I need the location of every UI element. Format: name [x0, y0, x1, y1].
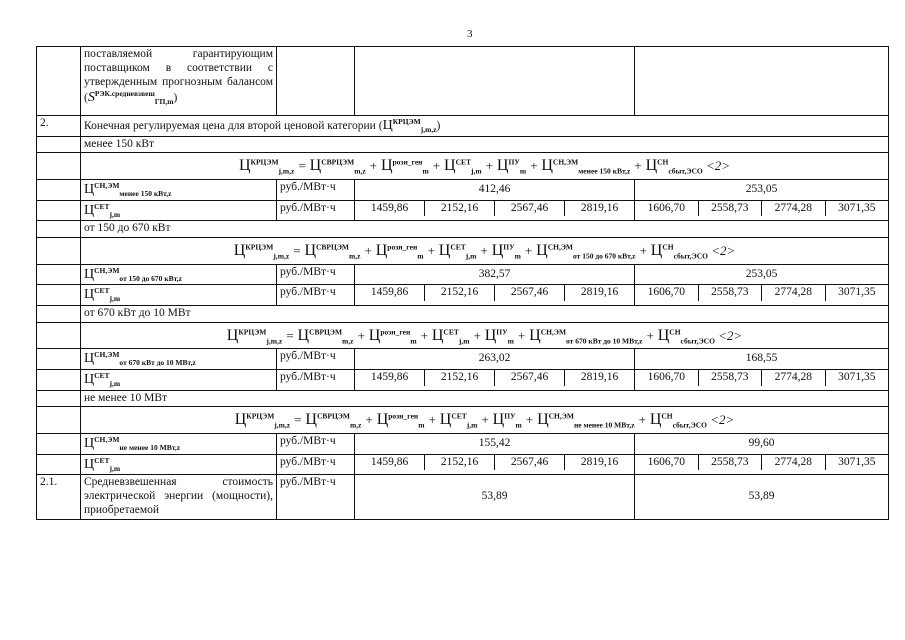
sn-symbol: $Ц^{СН,ЭМ}_{от 670 кВт до 10 МВт,z}$	[81, 349, 277, 370]
section-heading: не менее 10 МВт	[81, 390, 889, 407]
set-symbol: $Ц^{СЕТ}_{j,m}$	[81, 285, 277, 306]
set-value: 1606,70	[647, 370, 685, 383]
sn-value: 99,60	[635, 433, 889, 454]
unit-label: руб./МВт·ч	[277, 475, 355, 519]
set-value: 2774,28	[761, 285, 825, 301]
table-row	[37, 369, 889, 390]
set-value: 2567,46	[494, 455, 564, 471]
set-value: 1459,86	[370, 455, 409, 468]
set-values-group	[635, 454, 889, 475]
sn-value: 168,55	[635, 349, 889, 370]
set-value: 2819,16	[564, 455, 634, 471]
set-symbol: $Ц^{СЕТ}_{j,m}$	[81, 200, 277, 221]
set-value: 2152,16	[424, 455, 494, 471]
unit-label: руб./МВт·ч	[277, 433, 355, 454]
set-value: 2819,16	[564, 370, 634, 386]
row-description: Средневзвешенная стоимость электрической энергии (мощности), приобретаемой	[81, 475, 277, 519]
set-values-group	[355, 454, 635, 475]
table-row	[37, 349, 889, 370]
set-value: 2152,16	[424, 201, 494, 217]
price-formula: $Ц^{КРЦЭМ}_{j,m,z} = Ц^{СВРЦЭМ}_{m,z} + Ц^{розн\_ген}_m + Ц^{СЕТ}_{j,m} + Ц^{ПУ}_m + Ц^{СН,ЭМ}_{менее 150 кВт,z} + Ц^{СН}_{сбыт,ЭСО} <2>$	[81, 153, 889, 180]
set-value: 1459,86	[370, 201, 409, 214]
price-formula: $Ц^{КРЦЭМ}_{j,m,z} = Ц^{СВРЦЭМ}_{m,z} + Ц^{розн\_ген}_m + Ц^{СЕТ}_{j,m} + Ц^{ПУ}_m + Ц^{СН,ЭМ}_{не менее 10 МВт,z} + Ц^{СН}_{сбыт,ЭСО} <2>$	[81, 407, 889, 434]
set-value: 2819,16	[564, 285, 634, 301]
unit-label: руб./МВт·ч	[277, 369, 355, 390]
page-number: 3	[467, 28, 473, 40]
sn-value: 253,05	[635, 180, 889, 201]
table-row	[37, 264, 889, 285]
set-value: 2152,16	[424, 285, 494, 301]
set-value: 2774,28	[761, 455, 825, 471]
set-values-group	[355, 285, 635, 306]
sn-value: 382,57	[355, 264, 635, 285]
table-row	[37, 475, 889, 519]
set-value: 3071,35	[825, 201, 889, 217]
section-heading: менее 150 кВт	[81, 136, 889, 153]
table-row	[37, 305, 889, 322]
sn-value: 263,02	[355, 349, 635, 370]
set-symbol: $Ц^{СЕТ}_{j,m}$	[81, 369, 277, 390]
table-row	[37, 238, 889, 265]
set-symbol: $Ц^{СЕТ}_{j,m}$	[81, 454, 277, 475]
set-value: 2567,46	[494, 370, 564, 386]
set-value: 2558,73	[698, 285, 762, 301]
set-value: 2819,16	[564, 201, 634, 217]
set-value: 1459,86	[370, 286, 409, 299]
row-description: поставляемой гарантирующим поставщиком в соответствии с утвержденным прогнозным балансом $(S^{РЭК.средневзвеш}_{ГП,m})$	[81, 47, 277, 116]
set-value: 1606,70	[647, 455, 685, 468]
table-row	[37, 136, 889, 153]
sn-value: 253,05	[635, 264, 889, 285]
section-heading: от 150 до 670 кВт	[81, 221, 889, 238]
set-value: 2558,73	[698, 370, 762, 386]
table-row	[37, 153, 889, 180]
table-row	[37, 200, 889, 221]
sn-value: 412,46	[355, 180, 635, 201]
table-row	[37, 390, 889, 407]
unit-label: руб./МВт·ч	[277, 264, 355, 285]
set-values-group	[635, 285, 889, 306]
set-values-group	[355, 200, 635, 221]
set-value: 2567,46	[494, 201, 564, 217]
set-value: 1606,70	[647, 201, 685, 214]
section-heading: от 670 кВт до 10 МВт	[81, 305, 889, 322]
set-value: 3071,35	[825, 285, 889, 301]
set-value: 2152,16	[424, 370, 494, 386]
sn-symbol: $Ц^{СН,ЭМ}_{не менее 10 МВт,z}$	[81, 433, 277, 454]
table-row	[37, 407, 889, 434]
table-row	[37, 322, 889, 349]
table-row	[37, 221, 889, 238]
unit-label: руб./МВт·ч	[277, 349, 355, 370]
table-row	[37, 47, 889, 116]
unit-label: руб./МВт·ч	[277, 180, 355, 201]
unit-label: руб./МВт·ч	[277, 285, 355, 306]
sn-symbol: $Ц^{СН,ЭМ}_{менее 150 кВт,z}$	[81, 180, 277, 201]
set-value: 2558,73	[698, 201, 762, 217]
unit-label: руб./МВт·ч	[277, 200, 355, 221]
table-row	[37, 285, 889, 306]
set-values-group	[635, 369, 889, 390]
price-formula: $Ц^{КРЦЭМ}_{j,m,z} = Ц^{СВРЦЭМ}_{m,z} + Ц^{розн\_ген}_m + Ц^{СЕТ}_{j,m} + Ц^{ПУ}_m + Ц^{СН,ЭМ}_{от 670 кВт до 10 МВт,z} + Ц^{СН}_{сбыт,ЭСО} <2>$	[81, 322, 889, 349]
sn-value: 155,42	[355, 433, 635, 454]
price-formula: $Ц^{КРЦЭМ}_{j,m,z} = Ц^{СВРЦЭМ}_{m,z} + Ц^{розн\_ген}_m + Ц^{СЕТ}_{j,m} + Ц^{ПУ}_m + Ц^{СН,ЭМ}_{от 150 до 670 кВт,z} + Ц^{СН}_{сбыт,ЭСО} <2>$	[81, 238, 889, 265]
row-number: 2.1.	[37, 475, 81, 519]
set-value: 2567,46	[494, 285, 564, 301]
set-value: 2558,73	[698, 455, 762, 471]
unit-label: руб./МВт·ч	[277, 454, 355, 475]
set-value: 1606,70	[647, 286, 685, 299]
row-number: 2.	[37, 116, 81, 137]
set-value: 2774,28	[761, 370, 825, 386]
row-title: Конечная регулируемая цена для второй ценовой категории $(Ц^{КРЦЭМ}_{j,m,z})$	[81, 116, 889, 137]
set-value: 1459,86	[370, 370, 409, 383]
set-values-group	[635, 200, 889, 221]
set-value: 3071,35	[825, 455, 889, 471]
avg-value: 53,89	[635, 475, 889, 519]
table-row	[37, 454, 889, 475]
set-values-group	[355, 369, 635, 390]
set-value: 3071,35	[825, 370, 889, 386]
avg-value: 53,89	[355, 475, 635, 519]
tariff-table	[36, 46, 889, 520]
table-row	[37, 116, 889, 137]
table-row	[37, 433, 889, 454]
table-row	[37, 180, 889, 201]
sn-symbol: $Ц^{СН,ЭМ}_{от 150 до 670 кВт,z}$	[81, 264, 277, 285]
set-value: 2774,28	[761, 201, 825, 217]
